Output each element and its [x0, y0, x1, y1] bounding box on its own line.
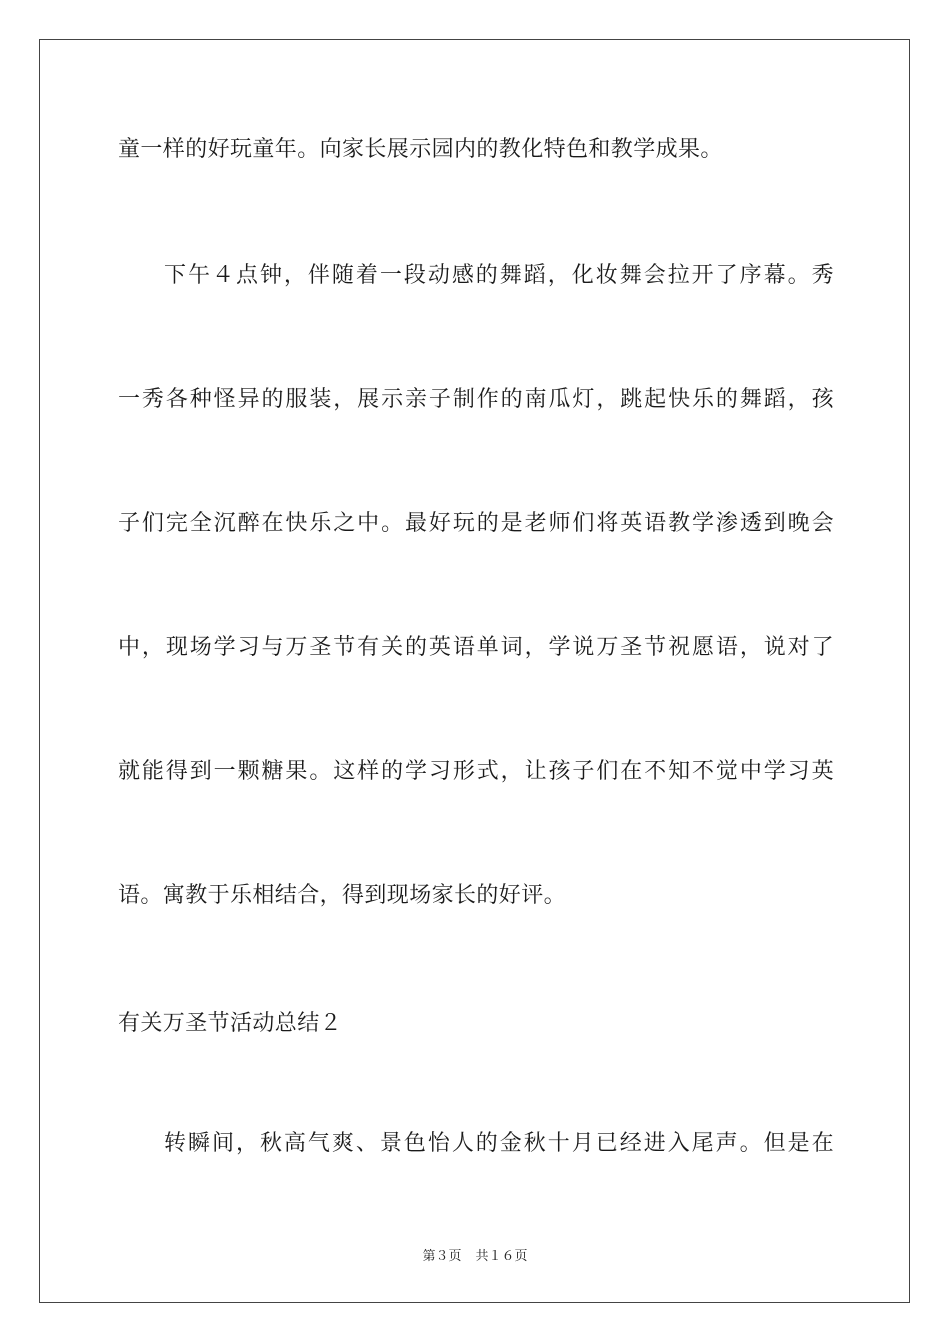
- section-heading: 有关万圣节活动总结２: [118, 1011, 343, 1036]
- paragraph-line-5: 中，现场学习与万圣节有关的英语单词，学说万圣节祝愿语，说对了: [118, 635, 834, 660]
- paragraph-line-7: 语。寓教于乐相结合，得到现场家长的好评。: [118, 883, 567, 908]
- paragraph-line-4: 子们完全沉醉在快乐之中。最好玩的是老师们将英语教学渗透到晚会: [118, 511, 834, 536]
- paragraph-line-2: 下午４点钟，伴随着一段动感的舞蹈，化妆舞会拉开了序幕。秀: [164, 263, 834, 288]
- paragraph-line-6: 就能得到一颗糖果。这样的学习形式，让孩子们在不知不觉中学习英: [118, 759, 834, 784]
- paragraph-line-3: 一秀各种怪异的服装，展示亲子制作的南瓜灯，跳起快乐的舞蹈，孩: [118, 387, 834, 412]
- page-footer: [0, 1248, 950, 1266]
- paragraph-line-8: 转瞬间，秋高气爽、景色怡人的金秋十月已经进入尾声。但是在: [164, 1131, 834, 1156]
- page-number: 第３页: [422, 1249, 462, 1264]
- paragraph-line-1: 童一样的好玩童年。向家长展示园内的教化特色和教学成果。: [118, 137, 723, 162]
- page-total: 共１６页: [475, 1249, 528, 1264]
- page-border: [39, 39, 910, 1303]
